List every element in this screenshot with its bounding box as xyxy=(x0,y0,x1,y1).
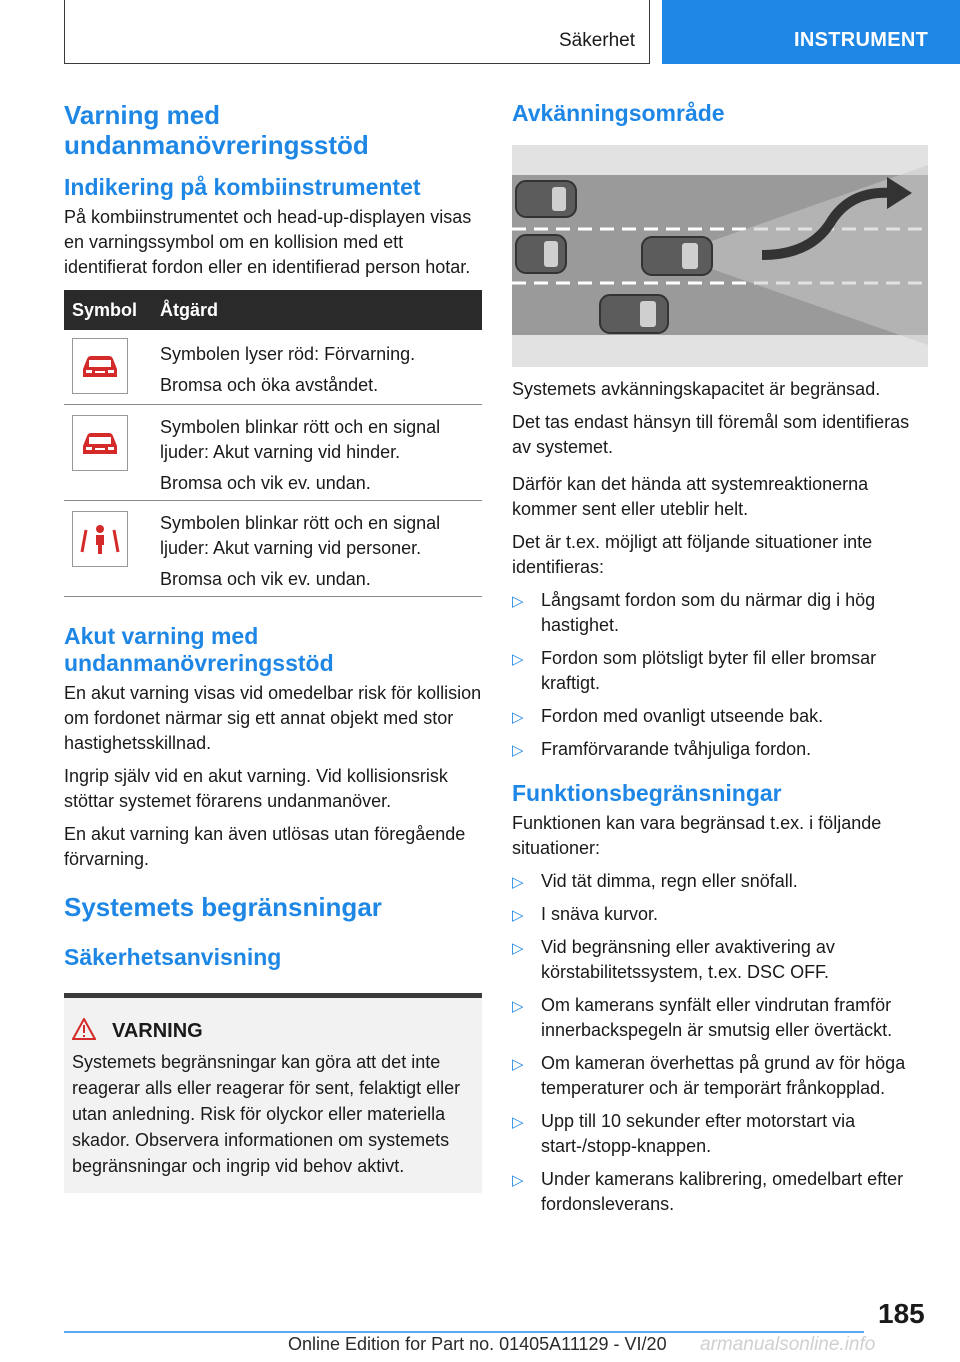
emergency-paragraph-1: En akut varning visas vid omedelbar risk för kollision om fordonet närmar sig ett annat objekt med stor hastighetsskillnad. xyxy=(64,683,482,753)
warning-title xyxy=(112,1020,474,1043)
person-warning-icon xyxy=(72,511,128,567)
car-warning-icon xyxy=(72,338,128,394)
list-item: ▷ Framförvarande tvåhjuliga fordon. xyxy=(512,737,928,762)
left-column xyxy=(64,100,482,1193)
heading-function-limits: Funktionsbegränsningar xyxy=(512,780,782,806)
row1-line1: Symbolen lyser röd: Förvarning. xyxy=(160,344,416,364)
row2-line2: Bromsa och vik ev. undan. xyxy=(160,473,371,493)
subheading-emergency: Akut varning med undanmanövreringsstöd xyxy=(64,623,334,676)
heading-detection-area: Avkänningsområde xyxy=(512,100,725,126)
bullet-triangle-icon: ▷ xyxy=(512,742,524,759)
footer-divider xyxy=(64,1331,864,1333)
table-col-action: Åtgärd xyxy=(160,300,218,320)
situations-paragraph: Det är t.ex. möjligt att följande situationer inte identifieras: xyxy=(512,532,873,577)
emergency-paragraph-3: En akut varning kan även utlösas utan föregående förvarning. xyxy=(64,824,466,869)
row3-line1: Symbolen blinkar rött och en signal ljuder: Akut varning vid personer. xyxy=(160,513,441,558)
list-item: ▷ Fordon som plötsligt byter fil eller bromsar kraftigt. xyxy=(512,648,877,693)
car-warning-icon xyxy=(72,415,128,471)
intro-paragraph: På kombiinstrumentet och head-up-displayen visas en varningssymbol om en kollision med ett identifierat fordon eller en identifierad person hotar. xyxy=(64,207,472,277)
table-row xyxy=(64,501,482,597)
warning-box xyxy=(64,993,482,1193)
list-item: ▷ Vid tät dimma, regn eller snöfall. xyxy=(512,869,928,894)
list-item: ▷ Om kameran överhettas på grund av för höga temperaturer och är temporärt frånkopplad. xyxy=(512,1053,906,1098)
header-section-label: Säkerhet xyxy=(558,30,635,51)
bullet-triangle-icon: ▷ xyxy=(512,998,524,1015)
list-item: ▷ I snäva kurvor. xyxy=(512,902,928,927)
bullet-triangle-icon: ▷ xyxy=(512,874,524,891)
warning-triangle-icon xyxy=(72,1018,96,1040)
list-item: ▷ Upp till 10 sekunder efter motorstart via start-/stopp-knappen. xyxy=(512,1111,856,1156)
subheading-indication: Indikering på kombiinstrumentet xyxy=(64,174,421,200)
bullet-triangle-icon: ▷ xyxy=(512,593,524,610)
header-section-box xyxy=(64,0,650,64)
capacity-paragraph: Systemets avkänningskapacitet är begränsad. xyxy=(512,379,881,399)
page-number: 185 xyxy=(878,1298,925,1329)
bullet-triangle-icon: ▷ xyxy=(512,709,524,726)
bullet-triangle-icon: ▷ xyxy=(512,1114,524,1131)
function-paragraph: Funktionen kan vara begränsad t.ex. i följande situationer: xyxy=(512,813,882,858)
list-item: ▷ Om kamerans synfält eller vindrutan framför innerbackspegeln är smutsig eller övertäckt. xyxy=(512,995,893,1040)
row2-line1: Symbolen blinkar rött och en signal ljuder: Akut varning vid hinder. xyxy=(160,417,441,462)
list-item: ▷ Vid begränsning eller avaktivering av körstabilitetssystem, t.ex. DSC OFF. xyxy=(512,937,835,982)
warning-title-text: VARNING xyxy=(112,1020,203,1042)
identified-paragraph: Det tas endast hänsyn till föremål som identifieras av systemet. xyxy=(512,412,910,457)
header-chapter-label: INSTRUMENT xyxy=(794,29,929,51)
heading-limits: Systemets begränsningar xyxy=(64,892,382,922)
header-chapter-tab[interactable] xyxy=(662,0,960,64)
table-col-symbol: Symbol xyxy=(72,300,138,320)
watermark: armanualsonline.info xyxy=(700,1334,876,1355)
table-row xyxy=(64,330,482,405)
table-header xyxy=(64,290,482,330)
row1-line2: Bromsa och öka avståndet. xyxy=(160,375,379,395)
list-item: ▷ Långsamt fordon som du närmar dig i hög hastighet. xyxy=(512,590,876,635)
right-column xyxy=(512,100,928,1225)
detection-area-illustration xyxy=(512,145,928,367)
bullet-triangle-icon: ▷ xyxy=(512,1172,524,1189)
warning-body: Systemets begränsningar kan göra att det inte reagerar alls eller reagerar för sent, felaktigt eller utan anledning. Risk för olyckor eller materiella skador. Observera informationen om systemets begränsningar och ingrip vid behov aktivt. xyxy=(72,1052,461,1176)
list-item: ▷ Fordon med ovanligt utseende bak. xyxy=(512,704,928,729)
symbol-table xyxy=(64,290,482,597)
function-limits-list xyxy=(512,869,928,1217)
bullet-triangle-icon: ▷ xyxy=(512,1056,524,1073)
table-row xyxy=(64,405,482,501)
undetected-list xyxy=(512,588,928,762)
emergency-paragraph-2: Ingrip själv vid en akut varning. Vid kollisionsrisk stöttar systemet förarens undanmanöver. xyxy=(64,766,448,811)
bullet-triangle-icon: ▷ xyxy=(512,940,524,957)
list-item: ▷ Under kamerans kalibrering, omedelbart efter fordonsleverans. xyxy=(512,1169,904,1214)
footer-edition: Online Edition for Part no. 01405A11129 - VI/20 xyxy=(288,1334,667,1354)
reaction-paragraph: Därför kan det hända att systemreaktionerna kommer sent eller uteblir helt. xyxy=(512,474,869,519)
heading-safety: Säkerhetsanvisning xyxy=(64,944,282,970)
bullet-triangle-icon: ▷ xyxy=(512,907,524,924)
section-title: Varning med undanmanövreringsstöd xyxy=(64,100,369,160)
row3-line2: Bromsa och vik ev. undan. xyxy=(160,569,371,589)
bullet-triangle-icon: ▷ xyxy=(512,651,524,668)
